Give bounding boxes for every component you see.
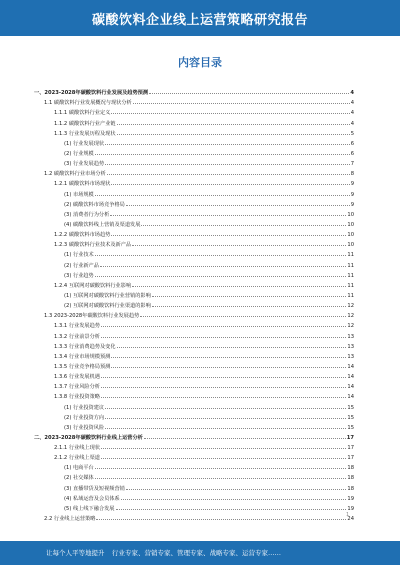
toc-entry-title: (1) 市场规模 <box>64 191 94 198</box>
toc-entry-title: (2) 社交媒体 <box>64 475 94 482</box>
toc-dot-leader <box>126 205 350 206</box>
toc-entry-title: 1.3.4 行业市场规模预测 <box>54 353 111 360</box>
toc-dot-leader <box>95 154 350 155</box>
toc-entry-title: 1.2.1 碳酸饮料市场现状 <box>54 181 111 188</box>
toc-entry-title: 1.3.3 行业消费趋势及变化 <box>54 343 116 350</box>
toc-entry-title: (3) 行业投资风险 <box>64 424 105 431</box>
toc-entry[interactable] <box>34 279 354 289</box>
toc-entry-title: (5) 线上线下融合发展 <box>64 505 115 512</box>
toc-entry-title: 二、2023-2028年碳酸饮料行业线上运营分析 <box>34 434 143 441</box>
toc-entry[interactable] <box>34 238 354 248</box>
toc-entry[interactable] <box>34 360 354 370</box>
toc-entry[interactable] <box>34 116 354 126</box>
toc-dot-leader <box>121 499 347 500</box>
toc-entry-page: 14 <box>347 363 354 370</box>
toc-dot-leader <box>133 103 350 104</box>
toc-entry-title: (1) 行业发展现状 <box>64 140 105 147</box>
toc-dot-leader <box>100 266 346 267</box>
toc-entry[interactable] <box>34 258 354 268</box>
toc-entry-page: 11 <box>347 262 354 269</box>
toc-dot-leader <box>101 326 346 327</box>
toc-entry-page: 6 <box>350 140 354 147</box>
toc-entry[interactable] <box>34 411 354 421</box>
toc-entry-title: 1.1.3 行业发展历程及现状 <box>54 130 116 137</box>
toc-dot-leader <box>95 478 347 479</box>
toc-entry-title: 1.3.7 行业风险分析 <box>54 384 100 391</box>
toc-entry-page: 10 <box>347 211 354 218</box>
toc-entry-page: 11 <box>347 272 354 279</box>
toc-entry[interactable] <box>34 319 354 329</box>
toc-entry-page: 11 <box>347 292 354 299</box>
toc-entry-page: 18 <box>347 485 354 492</box>
toc-dot-leader <box>152 296 347 297</box>
toc-entry-title: (2) 行业投资方向 <box>64 414 105 421</box>
toc-entry-title: 2.1.1 行业线上现状 <box>54 445 100 452</box>
toc-entry-title: 2.2 行业线上运营策略 <box>44 516 96 523</box>
toc-dot-leader <box>105 164 350 165</box>
toc-entry-page: 17 <box>347 455 354 462</box>
toc-entry[interactable] <box>34 289 354 299</box>
toc-dot-leader <box>111 357 346 358</box>
toc-dot-leader <box>101 387 346 388</box>
report-header <box>0 0 400 36</box>
toc-entry-page: 12 <box>347 323 354 330</box>
toc-dot-leader <box>101 397 346 398</box>
toc-entry[interactable] <box>34 137 354 147</box>
table-of-contents <box>34 86 354 522</box>
toc-entry-page: 10 <box>347 232 354 239</box>
report-footer <box>0 541 400 565</box>
toc-dot-leader <box>141 225 346 226</box>
toc-entry[interactable] <box>34 441 354 451</box>
toc-entry[interactable] <box>34 177 354 187</box>
toc-dot-leader <box>140 316 346 317</box>
toc-entry-page: 19 <box>347 505 354 512</box>
toc-entry-page: 14 <box>347 374 354 381</box>
toc-entry-title: 1.3.2 行业前景分析 <box>54 333 100 340</box>
toc-dot-leader <box>96 519 346 520</box>
toc-dot-leader <box>105 418 346 419</box>
toc-dot-leader <box>111 235 346 236</box>
toc-entry-title: (3) 消费者行为分析 <box>64 211 110 218</box>
toc-dot-leader <box>105 428 346 429</box>
toc-entry-title: (4) 碳酸饮料线上营销及渠道发展 <box>64 221 141 228</box>
toc-entry-page: 5 <box>350 130 354 137</box>
toc-entry-page: 13 <box>347 333 354 340</box>
toc-dot-leader <box>105 408 346 409</box>
toc-entry-page: 9 <box>350 191 354 198</box>
report-title: 碳酸饮料企业线上运营策略研究报告 <box>91 13 308 28</box>
toc-entry[interactable] <box>34 299 354 309</box>
toc-entry[interactable] <box>34 431 354 441</box>
toc-entry-page: 10 <box>347 221 354 228</box>
toc-entry-title: (3) 行业发展趋势 <box>64 161 105 168</box>
toc-entry-page: 7 <box>350 161 354 168</box>
toc-entry-page: 9 <box>350 181 354 188</box>
toc-entry[interactable] <box>34 269 354 279</box>
toc-entry-title: (1) 行业技术 <box>64 252 94 259</box>
toc-dot-leader <box>95 468 347 469</box>
toc-entry[interactable] <box>34 157 354 167</box>
toc-entry[interactable] <box>34 350 354 360</box>
toc-entry-page: 15 <box>347 414 354 421</box>
toc-entry-page: 4 <box>350 100 354 107</box>
toc-entry-title: (3) 直播带货及短视频营销 <box>64 485 125 492</box>
toc-entry[interactable] <box>34 208 354 218</box>
toc-entry-page: 14 <box>347 394 354 401</box>
toc-dot-leader <box>132 245 346 246</box>
toc-entry-page: 19 <box>347 495 354 502</box>
toc-entry[interactable] <box>34 329 354 339</box>
toc-entry-title: 1.1.2 碳酸饮料行业产业链 <box>54 120 116 127</box>
toc-entry-title: 1.3.6 行业发展机遇 <box>54 374 100 381</box>
toc-entry-title: 1.1 碳酸饮料行业发展概况与现状分析 <box>44 100 132 107</box>
toc-entry-title: (1) 行业投资建议 <box>64 404 105 411</box>
toc-entry-page: 15 <box>347 404 354 411</box>
toc-entry[interactable] <box>34 106 354 116</box>
toc-dot-leader <box>95 276 347 277</box>
toc-entry[interactable] <box>34 400 354 410</box>
toc-entry[interactable] <box>34 451 354 461</box>
toc-entry-title: 1.3.8 行业投资策略 <box>54 394 100 401</box>
toc-entry[interactable] <box>34 481 354 491</box>
toc-dot-leader <box>116 509 347 510</box>
toc-entry-title: 1.2.2 碳酸饮料市场趋势 <box>54 232 111 239</box>
toc-entry-page: 17 <box>346 434 354 441</box>
toc-entry-page: 10 <box>347 242 354 249</box>
footer-expert-list: 行业专家、营销专家、管理专家、战略专家、运营专家…… <box>112 549 281 557</box>
toc-entry-title: 1.2.3 碳酸饮料行业技术及新产品 <box>54 242 132 249</box>
toc-entry-page: 18 <box>347 475 354 482</box>
toc-entry[interactable] <box>34 502 354 512</box>
toc-entry-page: 14 <box>347 384 354 391</box>
toc-entry[interactable] <box>34 512 354 522</box>
toc-entry-page: 24 <box>347 516 354 523</box>
toc-entry-page: 13 <box>347 343 354 350</box>
toc-entry[interactable] <box>34 218 354 228</box>
toc-entry-title: (1) 互联网对碳酸饮料行业营销的影响 <box>64 292 151 299</box>
toc-dot-leader <box>110 215 346 216</box>
toc-dot-leader <box>107 174 350 175</box>
toc-entry[interactable] <box>34 340 354 350</box>
toc-entry[interactable] <box>34 86 354 96</box>
toc-entry[interactable] <box>34 370 354 380</box>
toc-entry[interactable] <box>34 421 354 431</box>
toc-dot-leader <box>152 306 347 307</box>
toc-entry-page: 17 <box>347 445 354 452</box>
toc-entry[interactable] <box>34 248 354 258</box>
toc-dot-leader <box>105 144 350 145</box>
toc-entry[interactable] <box>34 127 354 137</box>
toc-entry-page: 9 <box>350 201 354 208</box>
toc-entry-title: (2) 行业新产品 <box>64 262 99 269</box>
toc-entry-page: 13 <box>347 353 354 360</box>
toc-entry-page: 11 <box>347 252 354 259</box>
toc-dot-leader <box>101 448 346 449</box>
toc-dot-leader <box>101 337 346 338</box>
toc-entry-title: 1.3.1 行业发展趋势 <box>54 323 100 330</box>
toc-entry-title: 1.2 碳酸饮料行业市场分析 <box>44 171 106 178</box>
toc-entry-page: 4 <box>350 90 354 97</box>
toc-entry-title: 1.2.4 互联网对碳酸饮料行业影响 <box>54 282 132 289</box>
toc-entry-title: 一、2023-2028年碳酸饮料行业发展及趋势预测 <box>34 90 149 97</box>
toc-entry-page: 12 <box>347 303 354 310</box>
toc-entry-page: 4 <box>350 120 354 127</box>
toc-entry[interactable] <box>34 96 354 106</box>
toc-entry[interactable] <box>34 147 354 157</box>
toc-entry-title: 1.1.1 碳酸饮料行业定义 <box>54 110 111 117</box>
page-number: 1 <box>346 512 350 518</box>
toc-dot-leader <box>111 184 349 185</box>
toc-entry[interactable] <box>34 187 354 197</box>
toc-entry-title: (4) 私域运营及会员体系 <box>64 495 120 502</box>
toc-entry[interactable] <box>34 380 354 390</box>
toc-entry-page: 6 <box>350 150 354 157</box>
toc-entry[interactable] <box>34 492 354 502</box>
toc-entry[interactable] <box>34 309 354 319</box>
toc-entry-title: (3) 行业趋势 <box>64 272 94 279</box>
toc-entry[interactable] <box>34 461 354 471</box>
toc-dot-leader <box>111 367 346 368</box>
footer-slogan: 让每个人平等地提升 <box>46 549 105 557</box>
toc-entry-page: 18 <box>347 465 354 472</box>
toc-dot-leader <box>111 113 349 114</box>
toc-entry[interactable] <box>34 390 354 400</box>
toc-entry-page: 11 <box>347 282 354 289</box>
toc-entry[interactable] <box>34 198 354 208</box>
toc-dot-leader <box>117 134 350 135</box>
toc-entry[interactable] <box>34 167 354 177</box>
toc-entry-page: 12 <box>347 313 354 320</box>
toc-entry-title: (2) 碳酸饮料市场竞争格局 <box>64 201 125 208</box>
toc-dot-leader <box>101 377 346 378</box>
toc-dot-leader <box>117 124 350 125</box>
toc-dot-leader <box>126 489 347 490</box>
toc-heading: 内容目录 <box>178 56 222 69</box>
toc-entry-title: 1.3.5 行业竞争格局预测 <box>54 363 111 370</box>
toc-entry[interactable] <box>34 471 354 481</box>
toc-entry-title: 1.3 2023-2028年碳酸饮料行业发展趋势 <box>44 313 140 320</box>
toc-dot-leader <box>117 347 347 348</box>
toc-entry-title: (2) 互联网对碳酸饮料行业渠道的影响 <box>64 303 151 310</box>
toc-entry-title: 2.1.2 行业线上渠道 <box>54 455 100 462</box>
toc-entry-title: (1) 电商平台 <box>64 465 94 472</box>
toc-dot-leader <box>132 286 346 287</box>
toc-dot-leader <box>101 458 346 459</box>
toc-dot-leader <box>95 255 347 256</box>
toc-dot-leader <box>149 93 349 94</box>
toc-entry-page: 8 <box>350 171 354 178</box>
toc-entry-title: (2) 行业规模 <box>64 150 94 157</box>
toc-entry-page: 15 <box>347 424 354 431</box>
toc-entry[interactable] <box>34 228 354 238</box>
toc-dot-leader <box>95 195 350 196</box>
toc-entry-page: 4 <box>350 110 354 117</box>
toc-dot-leader <box>144 438 346 439</box>
